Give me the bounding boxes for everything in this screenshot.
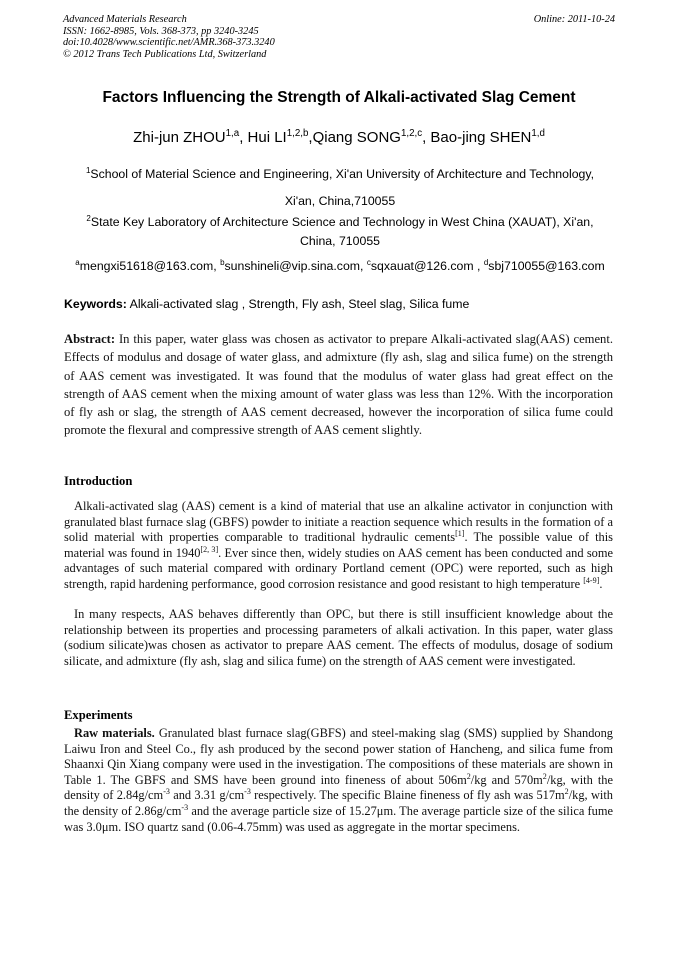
superscript: -3 bbox=[244, 787, 251, 797]
affiliation-mark: 1 bbox=[85, 165, 91, 175]
affiliation-text: China, 710055 bbox=[300, 234, 380, 248]
email-mark: a bbox=[75, 257, 80, 267]
affiliation-1 bbox=[64, 163, 616, 213]
paragraph-text: and the average particle size of 15.27μm. The average particle size of the silica fume was 3.0μm. ISO quartz sand (0.06-4.75mm) was used as aggregate in the mortar specimens. bbox=[64, 803, 613, 834]
citation: [2, 3] bbox=[200, 544, 219, 554]
issn-line: ISSN: 1662-8985, Vols. 368-373, pp 3240-3245 bbox=[63, 25, 259, 37]
doi-line: doi:10.4028/www.scientific.net/AMR.368-373.3240 bbox=[63, 37, 275, 49]
paragraph-text: respectively. The specific Blaine fineness of fly ash was 517m bbox=[250, 788, 565, 803]
online-date: Online: 2011-10-24 bbox=[533, 14, 615, 25]
author-affiliation-mark: 1,d bbox=[531, 128, 545, 139]
journal-name: Advanced Materials Research bbox=[63, 14, 187, 25]
superscript: 2 bbox=[564, 787, 569, 797]
author-affiliation-mark: 1,a bbox=[225, 128, 240, 139]
email-mark: d bbox=[483, 257, 489, 267]
raw-materials-paragraph bbox=[64, 726, 613, 835]
paragraph-text: . bbox=[599, 576, 603, 591]
journal-header bbox=[63, 14, 615, 60]
raw-materials-label: Raw materials. bbox=[74, 726, 155, 740]
experiments-heading: Experiments bbox=[64, 708, 133, 722]
introduction-paragraph-1 bbox=[64, 499, 613, 593]
email-mark: c bbox=[366, 257, 371, 267]
email-address[interactable]: sunshineli@vip.sina.com, bbox=[224, 259, 367, 273]
abstract-text: In this paper, water glass was chosen as activator to prepare Alkali-activated slag(AAS) cement. Effects of modulus and dosage of water glass, and admixture (fly ash, slag and silica fume) on the strength of AAS cement was investigated. It was found that the modulus of water glass had great effect on the strength of AAS cement when the mixing amount of water glass was less than 12%. With the incorporation of fly ash or slag, the strength of AAS cement decreased, however the incorporation of silica fume could promote the flexural and compressive strength of AAS cement slightly. bbox=[64, 332, 613, 438]
keywords-text: Alkali-activated slag , Strength, Fly ash, Steel slag, Silica fume bbox=[126, 297, 470, 311]
paragraph-text: Granulated blast furnace slag(GBFS) and steel-making slag (SMS) supplied by Shandong Laiwu Iron and Steel Co., fly ash produced by the second power station of Hancheng, and silica fume from Shaanxi Qin Xiang company were used in the investigation. The compositions of these materials are shown in Table 1. The GBFS and SMS have been ground into fineness of about 506m bbox=[64, 726, 613, 787]
superscript: 2 bbox=[466, 771, 471, 781]
email-address[interactable]: sbj710055@163.com bbox=[488, 259, 605, 273]
paper-title: Factors Influencing the Strength of Alkali-activated Slag Cement bbox=[102, 89, 576, 106]
email-line bbox=[64, 255, 616, 278]
keywords bbox=[64, 297, 616, 311]
affiliation-text: State Key Laboratory of Architecture Science and Technology in West China (XAUAT), Xi'an, bbox=[90, 215, 594, 229]
author-affiliation-mark: 1,2,c bbox=[400, 128, 423, 139]
author-name: Zhi-jun ZHOU bbox=[133, 129, 226, 146]
author-name: , Hui LI bbox=[239, 129, 287, 146]
keywords-label: Keywords: bbox=[64, 297, 127, 311]
affiliation-text: School of Material Science and Engineering, Xi'an University of Architecture and Technology, bbox=[90, 167, 595, 181]
affiliation-mark: 2 bbox=[86, 213, 91, 223]
paragraph-text: . The possible value of this material was found in 1940 bbox=[64, 530, 613, 560]
email-address[interactable]: mengxi51618@163.com, bbox=[79, 259, 221, 273]
citation: [1] bbox=[455, 529, 465, 539]
paragraph-text: . Ever since then, widely studies on AAS cement has been conducted and some advantages of such material compared with ordinary Portland cement (OPC) were reported, such as high strength, rapid hardening performance, good corrosion resistance and good resistant to high temperature bbox=[64, 545, 613, 591]
superscript: 2 bbox=[542, 771, 547, 781]
affiliation-text: Xi'an, China,710055 bbox=[284, 194, 396, 208]
superscript: -3 bbox=[181, 802, 189, 812]
paragraph-text: /kg and 570m bbox=[470, 772, 543, 787]
introduction-paragraph-2: In many respects, AAS behaves differently than OPC, but there is still insufficient knowledge about the relationship between its properties and processing parameters of alkali activation. In this paper, water glass (sodium silicate)was chosen as activator to prepare AAS cement. The effects of modulus, dosage of sodium silicate, and admixture (fly ash, slag and silica fume) on the strength of AAS cement were investigated. bbox=[64, 607, 613, 668]
email-mark: b bbox=[220, 257, 225, 267]
copyright-line: © 2012 Trans Tech Publications Ltd, Switzerland bbox=[63, 48, 267, 60]
author-list bbox=[40, 129, 638, 146]
affiliation-2 bbox=[64, 211, 616, 253]
email-address[interactable]: sqxauat@126.com , bbox=[370, 259, 484, 273]
citation: [4-9] bbox=[583, 575, 600, 585]
author-name: ,Qiang SONG bbox=[308, 129, 401, 146]
paragraph-text: Alkali-activated slag (AAS) cement is a kind of material that use an alkaline activator in conjunction with granulated blast furnace slag (GBFS) powder to initiate a reaction sequence which results in the formation of a solid material with properties comparable to traditional hydraulic cements bbox=[64, 499, 613, 545]
paragraph-text: and 3.31 g/cm bbox=[169, 788, 245, 803]
paragraph-text: /kg, with the density of 2.84g/cm bbox=[64, 772, 613, 803]
abstract bbox=[64, 330, 613, 440]
abstract-label: Abstract: bbox=[64, 332, 116, 346]
superscript: -3 bbox=[163, 787, 170, 797]
introduction-heading: Introduction bbox=[64, 474, 133, 488]
paragraph-text: /kg, with the density of 2.86g/cm bbox=[64, 788, 613, 818]
author-affiliation-mark: 1,2,b bbox=[286, 128, 309, 139]
author-name: , Bao-jing SHEN bbox=[422, 129, 532, 146]
